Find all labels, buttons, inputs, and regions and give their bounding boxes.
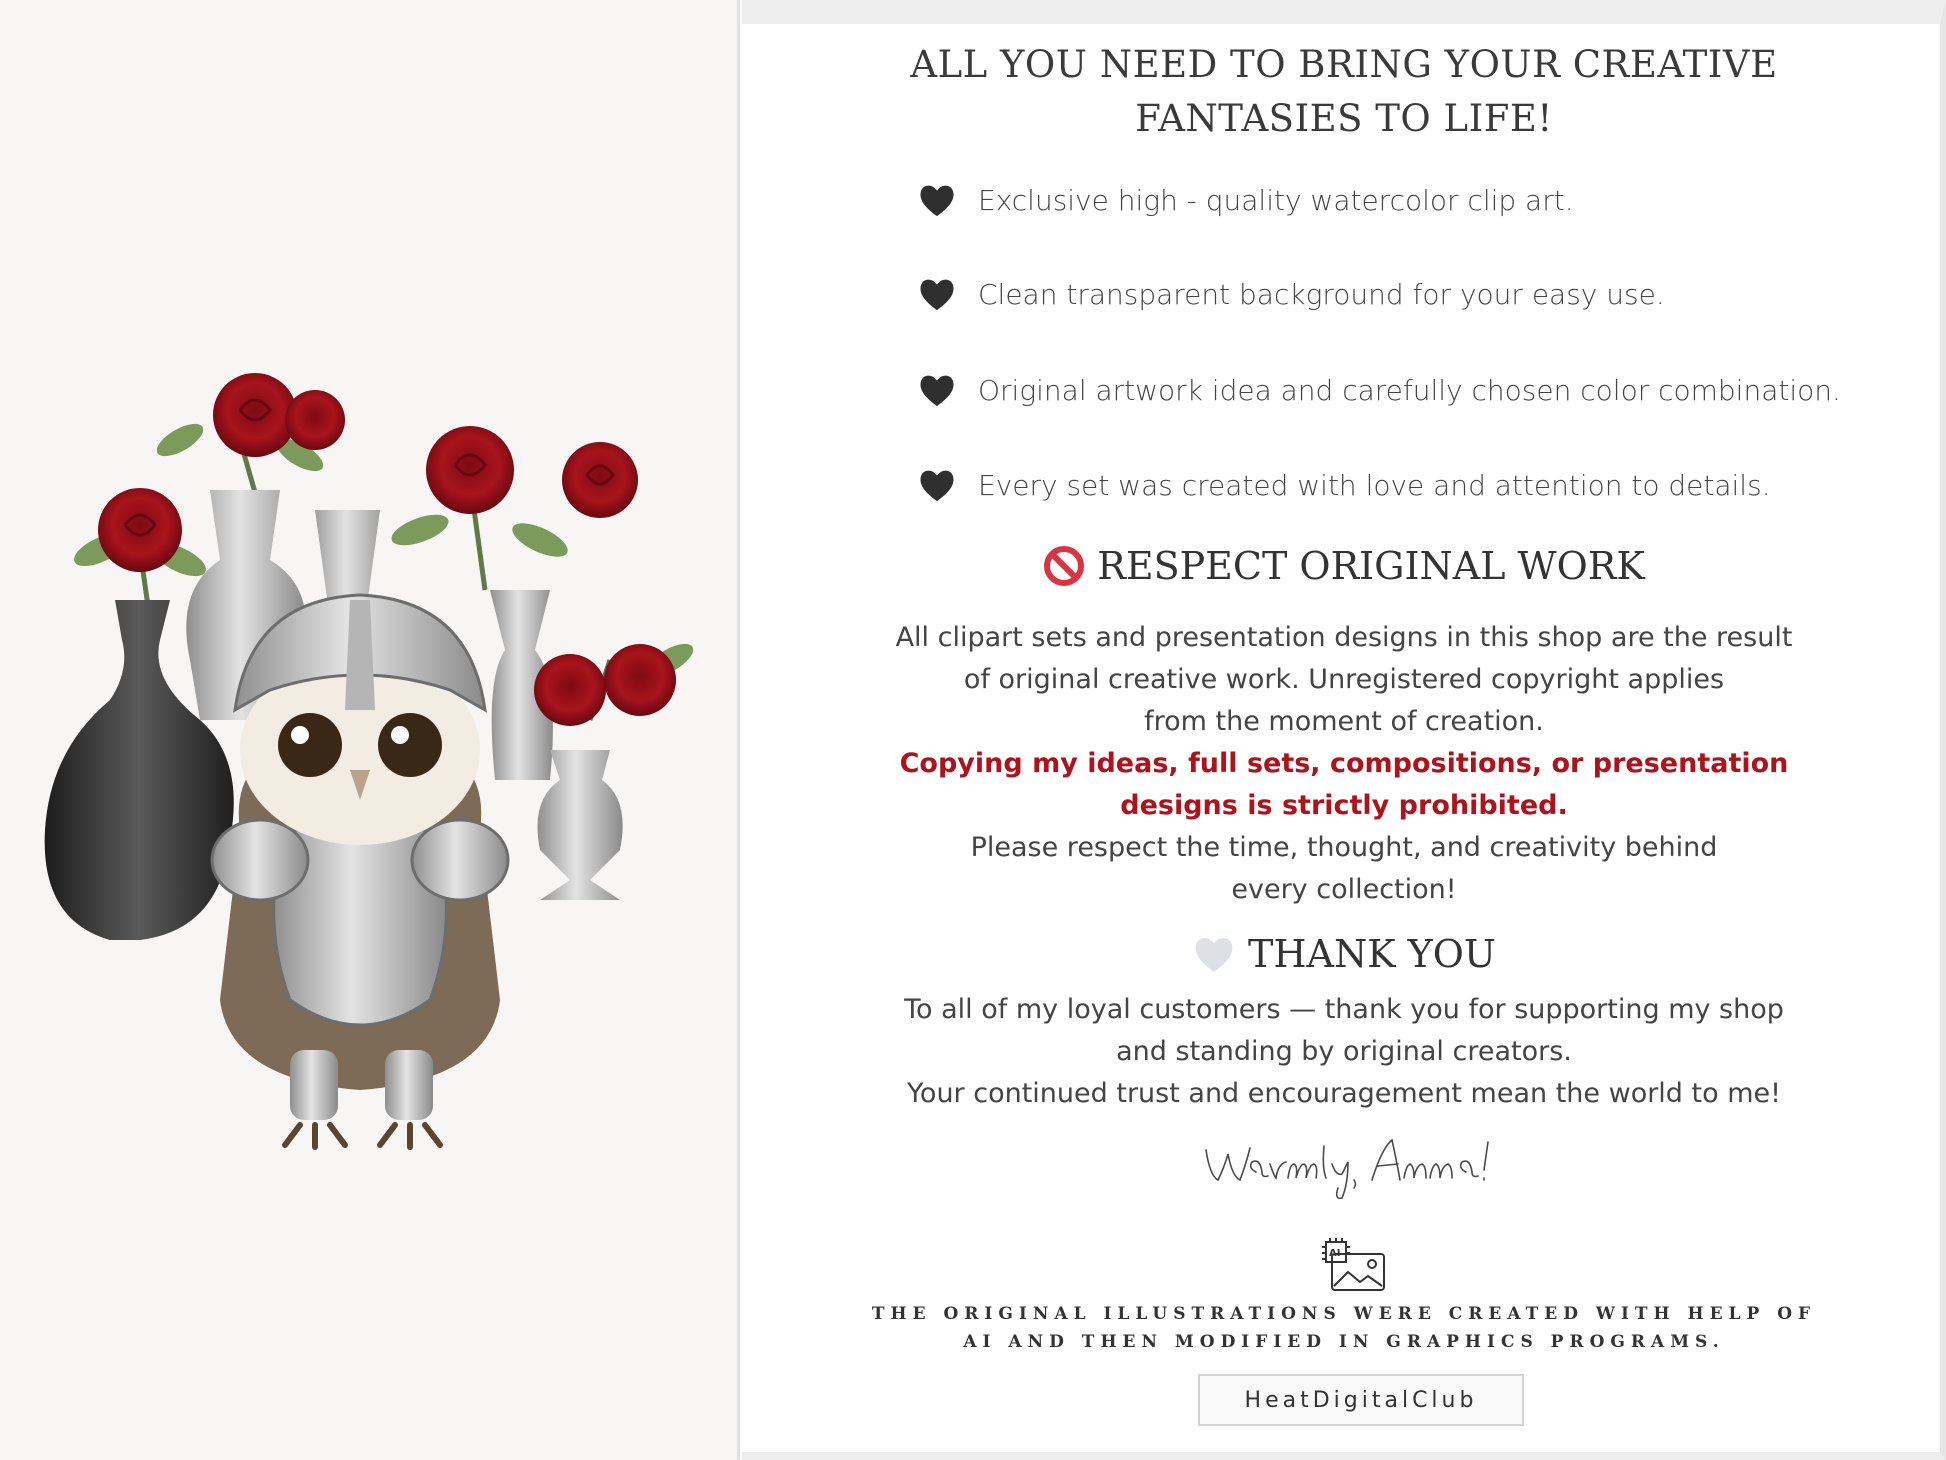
closing-line: every collection! (1231, 874, 1457, 905)
shop-name-box (1198, 1374, 1524, 1426)
thanks-line: and standing by original creators. (1116, 1036, 1572, 1067)
respect-title (742, 544, 1946, 588)
owl-knight-illustration (30, 360, 710, 1180)
warning-line: designs is strictly prohibited. (1120, 790, 1568, 821)
ai-badge-text: AI (1329, 1248, 1341, 1259)
respect-paragraph (742, 617, 1946, 911)
feature-text: Clean transparent background for your easy use. (978, 277, 1665, 311)
disclaimer-line-2: AI AND THEN MODIFIED IN GRAPHICS PROGRAMS. (963, 1332, 1725, 1352)
ai-disclaimer (742, 1300, 1946, 1356)
thanks-paragraph (742, 989, 1946, 1115)
respect-line: All clipart sets and presentation designs in this shop are the result (895, 622, 1793, 653)
heart-light-icon (1192, 934, 1236, 974)
feature-item (918, 372, 1841, 408)
feature-item (918, 276, 1665, 312)
disclaimer-line-1: THE ORIGINAL ILLUSTRATIONS WERE CREATED WITH HELP OF (871, 1304, 1817, 1324)
headline (742, 38, 1946, 146)
respect-line: from the moment of creation. (1144, 706, 1544, 737)
thanks-title (742, 932, 1946, 976)
shop-name: HeatDigitalClub (1244, 1387, 1478, 1413)
heart-icon (918, 182, 956, 218)
feature-text: Original artwork idea and carefully chosen color combination. (978, 373, 1841, 407)
heart-icon (918, 372, 956, 408)
feature-text: Exclusive high - quality watercolor clip art. (978, 183, 1574, 217)
respect-title-text: RESPECT ORIGINAL WORK (1097, 544, 1645, 588)
signature (1196, 1128, 1516, 1202)
headline-line-2: FANTASIES TO LIFE! (1135, 97, 1553, 140)
feature-item (918, 182, 1574, 218)
feature-item (918, 467, 1771, 503)
headline-line-1: ALL YOU NEED TO BRING YOUR CREATIVE (910, 43, 1778, 86)
panel-divider (737, 0, 740, 1460)
thanks-title-text: THANK YOU (1248, 932, 1496, 976)
heart-icon (918, 467, 956, 503)
prohibited-icon (1043, 545, 1085, 587)
respect-line: of original creative work. Unregistered copyright applies (963, 664, 1725, 695)
thanks-line: Your continued trust and encouragement mean the world to me! (907, 1078, 1781, 1109)
ai-image-icon (1318, 1232, 1390, 1294)
thanks-line: To all of my loyal customers — thank you for supporting my shop (904, 994, 1784, 1025)
warning-line: Copying my ideas, full sets, compositions, or presentation (899, 748, 1789, 779)
feature-text: Every set was created with love and attention to details. (978, 468, 1771, 502)
heart-icon (918, 276, 956, 312)
closing-line: Please respect the time, thought, and creativity behind (970, 832, 1718, 863)
